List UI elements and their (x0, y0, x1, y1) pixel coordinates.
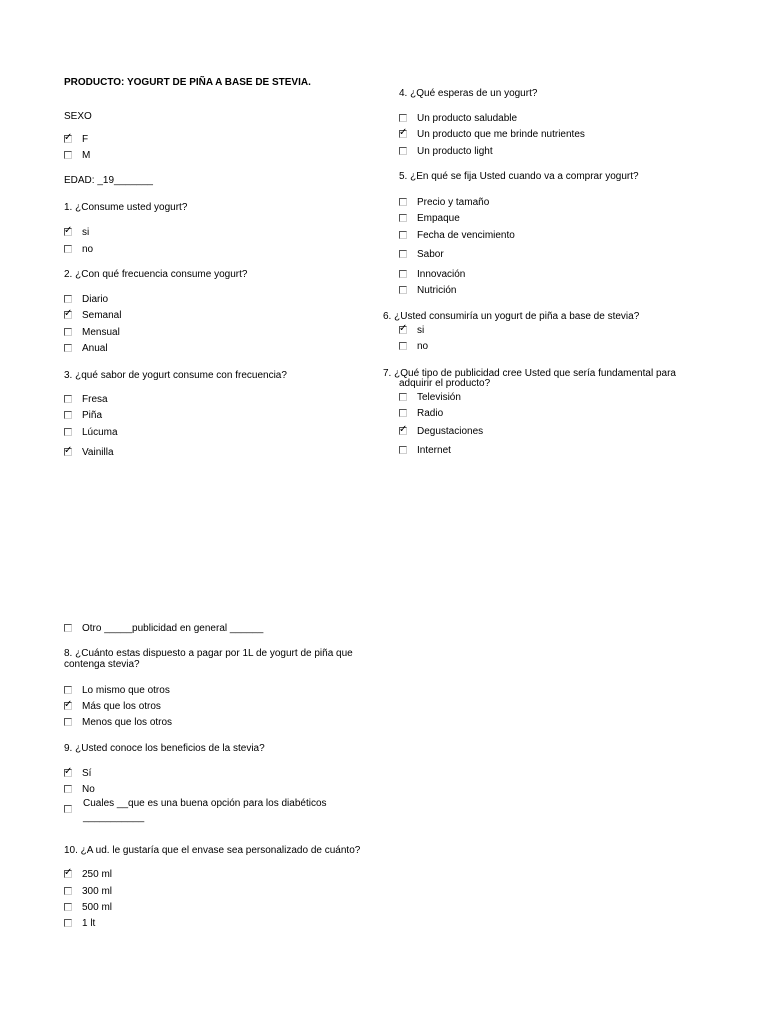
q9-checkbox[interactable] (64, 766, 73, 777)
q7-option-label: Degustaciones (417, 426, 484, 437)
q9-cuales-checkbox[interactable] (64, 805, 72, 813)
q1-option-label: no (82, 244, 94, 255)
q2-option-label: Anual (82, 343, 108, 354)
q3-checkbox[interactable] (64, 411, 72, 419)
q6-checkbox[interactable] (399, 323, 408, 334)
q10-checkbox[interactable] (64, 903, 72, 911)
q6-option-label: no (417, 341, 429, 352)
check-mark-icon: ✓ (399, 424, 408, 435)
q10-option-label: 250 ml (82, 869, 113, 880)
question-8-line-2: contenga stevia? (64, 659, 140, 670)
check-mark-icon: ✓ (399, 323, 408, 334)
q3-option-label: Lúcuma (82, 427, 118, 438)
q2-option-label: Semanal (82, 310, 122, 321)
q8-option-label: Menos que los otros (82, 717, 173, 728)
q2-checkbox[interactable] (64, 328, 72, 336)
q1-option-label: si (82, 227, 90, 238)
q2-checkbox[interactable] (64, 295, 72, 303)
q2-option-label: Mensual (82, 327, 120, 338)
sexo-option-label: M (82, 150, 91, 161)
q2-checkbox[interactable] (64, 308, 73, 319)
q10-checkbox[interactable] (64, 867, 73, 878)
q4-option-label: Un producto saludable (417, 113, 518, 124)
question-9: 9. ¿Usted conoce los beneficios de la stevia? (64, 743, 265, 754)
q3-option-label: Fresa (82, 394, 108, 405)
question-8-line-1: 8. ¿Cuánto estas dispuesto a pagar por 1L de yogurt de piña que (64, 648, 353, 659)
q5-option-label: Sabor (417, 249, 444, 260)
q9-option-label: Sí (82, 768, 92, 779)
survey-title: PRODUCTO: YOGURT DE PIÑA A BASE DE STEVIA. (64, 77, 311, 88)
question-7-line-2: adquirir el producto? (399, 378, 491, 389)
check-mark-icon: ✓ (64, 225, 73, 236)
q10-option-label: 1 lt (82, 918, 96, 929)
question-3: 3. ¿qué sabor de yogurt consume con frecuencia? (64, 370, 287, 381)
q1-checkbox[interactable] (64, 225, 73, 236)
check-mark-icon: ✓ (64, 699, 73, 710)
sexo-option-label: F (82, 134, 89, 145)
q10-option-label: 300 ml (82, 886, 113, 897)
question-10: 10. ¿A ud. le gustaría que el envase sea personalizado de cuánto? (64, 845, 361, 856)
q9-cuales-label-line-2: ___________ (83, 812, 145, 823)
q1-checkbox[interactable] (64, 245, 72, 253)
q7-otro-checkbox[interactable] (64, 624, 72, 632)
q10-checkbox[interactable] (64, 887, 72, 895)
check-mark-icon: ✓ (64, 308, 73, 319)
q5-option-label: Precio y tamaño (417, 197, 490, 208)
question-4: 4. ¿Qué esperas de un yogurt? (399, 88, 538, 99)
q4-checkbox[interactable] (399, 147, 407, 155)
q6-checkbox[interactable] (399, 342, 407, 350)
q5-checkbox[interactable] (399, 214, 407, 222)
q4-option-label: Un producto que me brinde nutrientes (417, 129, 585, 140)
q10-checkbox[interactable] (64, 919, 72, 927)
q8-checkbox[interactable] (64, 686, 72, 694)
q5-checkbox[interactable] (399, 250, 407, 258)
sexo-label: SEXO (64, 111, 92, 122)
q9-option-label: No (82, 784, 95, 795)
q9-checkbox[interactable] (64, 785, 72, 793)
q3-checkbox[interactable] (64, 428, 72, 436)
question-6: 6. ¿Usted consumiría un yogurt de piña a base de stevia? (383, 311, 640, 322)
check-mark-icon: ✓ (64, 445, 73, 456)
q7-checkbox[interactable] (399, 393, 407, 401)
q7-checkbox[interactable] (399, 424, 408, 435)
question-1: 1. ¿Consume usted yogurt? (64, 202, 188, 213)
q3-checkbox[interactable] (64, 445, 73, 456)
q7-otro-label: Otro _____publicidad en general ______ (82, 623, 264, 634)
q7-checkbox[interactable] (399, 446, 407, 454)
q10-option-label: 500 ml (82, 902, 113, 913)
q2-option-label: Diario (82, 294, 109, 305)
q2-checkbox[interactable] (64, 344, 72, 352)
q9-cuales-label-line-1: Cuales __que es una buena opción para los diabéticos (83, 798, 327, 809)
q3-checkbox[interactable] (64, 395, 72, 403)
q6-option-label: si (417, 325, 425, 336)
q8-checkbox[interactable] (64, 718, 72, 726)
edad-field: EDAD: _19_______ (64, 175, 153, 186)
q8-option-label: Lo mismo que otros (82, 685, 170, 696)
q5-option-label: Empaque (417, 213, 460, 224)
question-5: 5. ¿En qué se fija Usted cuando va a comprar yogurt? (399, 171, 639, 182)
q5-option-label: Fecha de vencimiento (417, 230, 515, 241)
q7-option-label: Radio (417, 408, 444, 419)
q5-option-label: Nutrición (417, 285, 457, 296)
q3-option-label: Piña (82, 410, 103, 421)
sexo-checkbox[interactable] (64, 132, 73, 143)
q4-checkbox[interactable] (399, 127, 408, 138)
question-7-line-1: 7. ¿Qué tipo de publicidad cree Usted que sería fundamental para (383, 368, 676, 379)
check-mark-icon: ✓ (64, 867, 73, 878)
q5-checkbox[interactable] (399, 198, 407, 206)
sexo-checkbox[interactable] (64, 151, 72, 159)
check-mark-icon: ✓ (399, 127, 408, 138)
question-2: 2. ¿Con qué frecuencia consume yogurt? (64, 269, 248, 280)
q4-option-label: Un producto light (417, 146, 493, 157)
check-mark-icon: ✓ (64, 766, 73, 777)
q5-option-label: Innovación (417, 269, 466, 280)
q5-checkbox[interactable] (399, 231, 407, 239)
q7-option-label: Internet (417, 445, 451, 456)
q5-checkbox[interactable] (399, 270, 407, 278)
q4-checkbox[interactable] (399, 114, 407, 122)
q7-option-label: Televisión (417, 392, 461, 403)
check-mark-icon: ✓ (64, 132, 73, 143)
q8-option-label: Más que los otros (82, 701, 161, 712)
q5-checkbox[interactable] (399, 286, 407, 294)
q7-checkbox[interactable] (399, 409, 407, 417)
q3-option-label: Vainilla (82, 447, 114, 458)
q8-checkbox[interactable] (64, 699, 73, 710)
